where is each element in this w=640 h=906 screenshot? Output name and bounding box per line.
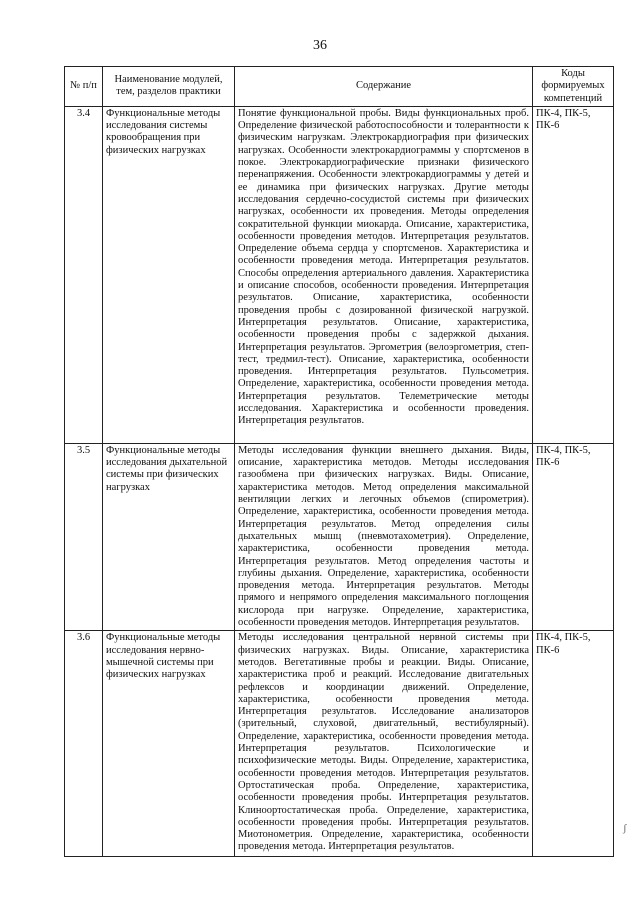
header-row [65, 67, 614, 107]
row-codes: ПК-4, ПК-5, ПК-6 [533, 106, 614, 443]
row-content: Понятие функциональной пробы. Виды функциональных проб. Определение физической работоспособности и толерантности к физическим нагрузкам. Электрокардиография при физических нагрузках. Особенности электрокардиограммы у спортсменов в покое. Электрокардиографические признаки физического перенапряжения. Особенности электрокардиограммы у детей и ее динамика при физических нагрузках. Другие методы исследования сердечно-сосудистой системы при физических нагрузках, особенности их проведения. Методы определения сократительной функции миокарда. Описание, характеристика, особенности проведения методов. Интерпретация результатов. Определение объема сердца у спортсменов. Характеристика и особенности проведения метода. Интерпретация результатов. Способы определения артериального давления. Характеристика и описание способов, особенности проведения. Интерпретация результатов. Описание, характеристика, особенности проведения пробы с дозированной физической нагрузкой. Интерпретация результатов. Описание, характеристика, особенности проведения пробы с задержкой дыхания. Интерпретация результатов. Эргометрия (велоэргометрия, степ-тест, тредмил-тест). Описание, характеристика, особенности проведения. Интерпретация результатов. Пульсометрия. Определение, характеристика, особенности проведения метода. Интерпретация результатов. Телеметрические методы исследования. Характеристика и особенности проведения. Интерпретация результатов. [235, 106, 533, 443]
header-codes: Коды формируемых компетенций [533, 67, 614, 107]
row-title: Функциональные методы исследования дыхательной системы при физических нагрузках [103, 443, 235, 630]
curriculum-table [64, 66, 614, 857]
header-name: Наименование модулей, тем, разделов практики [103, 67, 235, 107]
header-content: Содержание [235, 67, 533, 107]
table-row [65, 631, 614, 857]
table-row [65, 106, 614, 443]
row-title: Функциональные методы исследования системы кровообращения при физических нагрузках [103, 106, 235, 443]
row-number: 3.5 [65, 443, 103, 630]
header-num: № п/п [65, 67, 103, 107]
margin-mark: ʃ [623, 822, 627, 834]
table-row [65, 443, 614, 630]
row-number: 3.6 [65, 631, 103, 857]
row-number: 3.4 [65, 106, 103, 443]
row-content: Методы исследования центральной нервной системы при физических нагрузках. Виды. Описание, характеристика методов. Вегетативные пробы и реакции. Виды. Описание, характеристика проб и реакций. Исследование двигательных рефлексов и координации движений. Определение, характеристика, особенности проведения метода. Интерпретация результатов. Исследование анализаторов (зрительный, слуховой, двигательный, вестибулярный). Определение, характеристика, особенности проведения метода. Интерпретация результатов. Психологические и психофизические методы. Виды. Определение, характеристика, особенности проведения методов. Интерпретация результатов. Ортостатическая проба. Определение, характеристика, особенности проведения пробы. Интерпретация результатов. Клиноортостатическая проба. Определение, характеристика, особенности проведения пробы. Интерпретация результатов. Миотонометрия. Определение, характеристика, особенности проведения метода. Интерпретация результатов. [235, 631, 533, 857]
row-title: Функциональные методы исследования нервно-мышечной системы при физических нагрузках [103, 631, 235, 857]
page-number: 36 [313, 38, 327, 53]
row-codes: ПК-4, ПК-5, ПК-6 [533, 443, 614, 630]
row-content: Методы исследования функции внешнего дыхания. Виды, описание, характеристика методов. Методы исследования газообмена при физических нагрузках. Виды. Описание, характеристика методов. Метод определения максимальной вентиляции легких и легочных объемов (спирометрия). Определение, характеристика, особенности проведения метода. Интерпретация результатов. Метод определения силы дыхательных мышц (пневмотахометрия). Определение, характеристика, особенности проведения метода. Интерпретация результатов. Метод определения частоты и глубины дыхания. Определение, характеристика, особенности проведения метода. Интерпретация результатов. Методы прямого и непрямого определения максимального поглощения кислорода при нагрузке. Определение, характеристика, особенности проведения методов. Интерпретация результатов. [235, 443, 533, 630]
row-codes: ПК-4, ПК-5, ПК-6 [533, 631, 614, 857]
